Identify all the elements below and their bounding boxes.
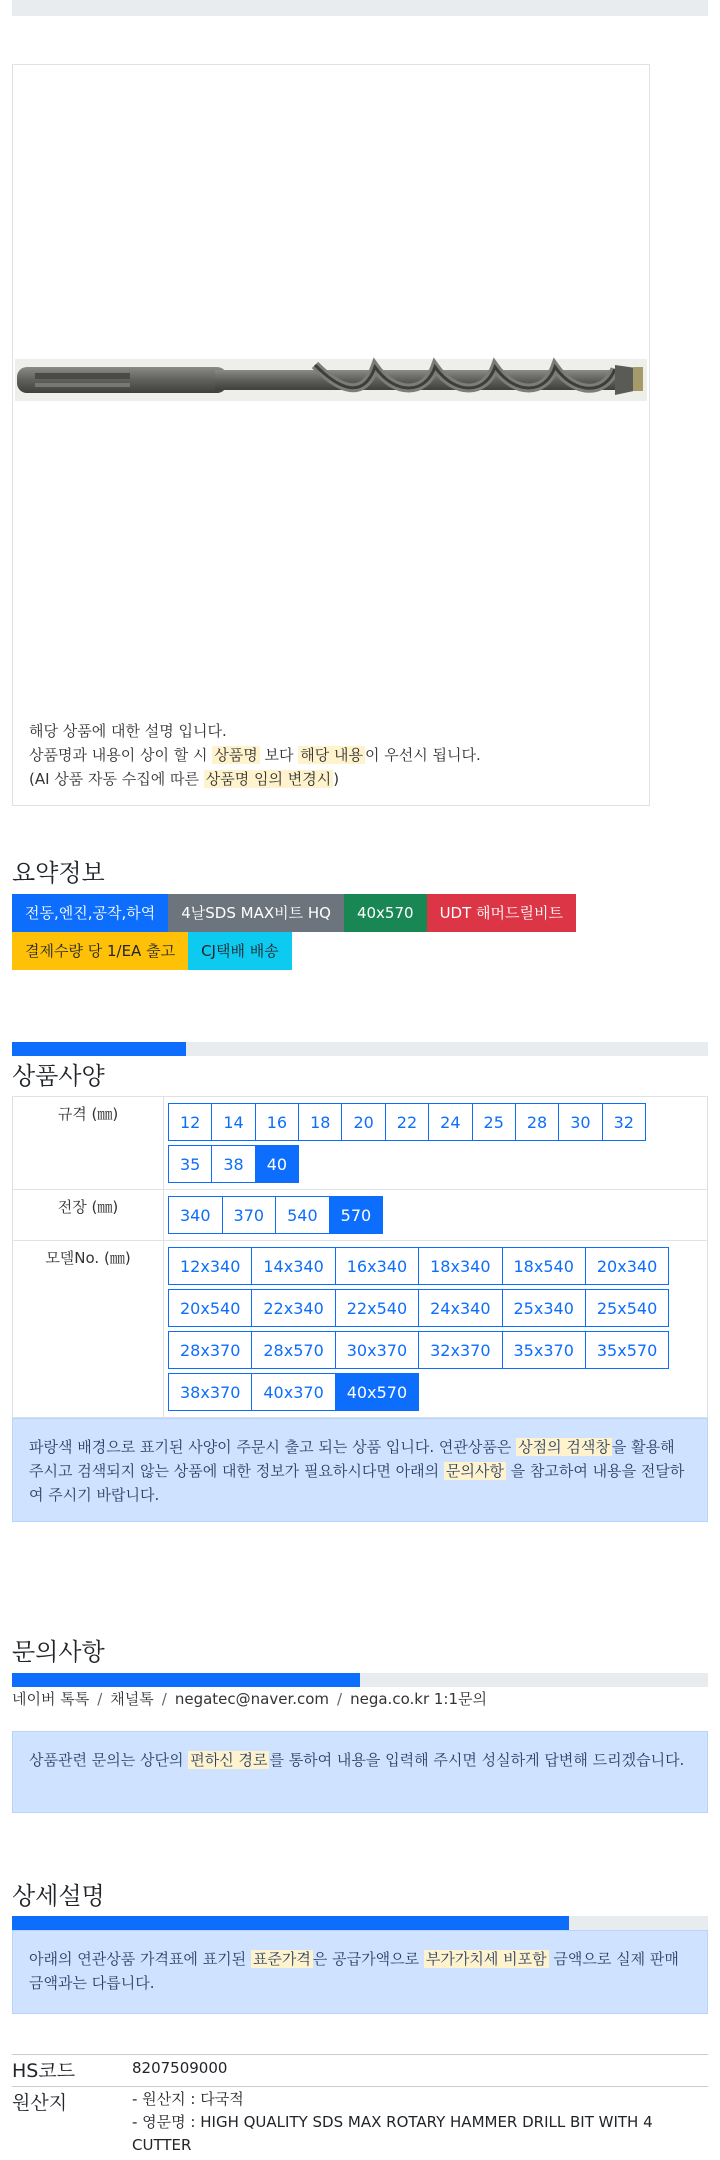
spec-progress-fill xyxy=(12,1042,186,1056)
product-image-box xyxy=(12,64,650,806)
spec-progress-bar xyxy=(12,1042,708,1056)
hs-code-value: 8207509000 xyxy=(132,2059,228,2077)
spec-label: 모델No. (㎜) xyxy=(13,1241,164,1418)
inquiry-title: 문의사항 xyxy=(12,1638,105,1666)
spec-option-button[interactable]: 28x370 xyxy=(168,1331,252,1369)
notice-text: 파랑색 배경으로 표기된 사양이 주문시 출고 되는 상품 입니다. 연관상품은 xyxy=(29,1438,517,1456)
spec-title: 상품사양 xyxy=(12,1062,105,1090)
notice-text: 를 통하여 내용을 입력해 주시면 성실하게 답변해 드리겠습니다. xyxy=(269,1751,685,1769)
desc-line xyxy=(29,767,481,791)
spec-option-button[interactable]: 35x570 xyxy=(585,1331,669,1369)
spec-option-button[interactable]: 25 xyxy=(472,1103,516,1141)
spec-option-button[interactable]: 370 xyxy=(222,1196,277,1234)
separator: / xyxy=(337,1690,343,1708)
product-description xyxy=(29,719,481,791)
spec-option-button[interactable]: 24x340 xyxy=(418,1289,502,1327)
spec-option-button[interactable]: 18x340 xyxy=(418,1247,502,1285)
spec-option-button[interactable]: 40 xyxy=(255,1145,299,1183)
spec-option-button[interactable]: 32x370 xyxy=(418,1331,502,1369)
notice-text: 을 활용해 주시고 검색되지 않는 상품에 대한 정보가 필요하시다면 아래의 xyxy=(29,1438,675,1480)
inquiry-notice xyxy=(12,1731,708,1813)
spec-option-button[interactable]: 14 xyxy=(211,1103,255,1141)
option-row xyxy=(168,1143,703,1185)
spec-label: 규격 (㎜) xyxy=(13,1097,164,1190)
highlight: 표준가격 xyxy=(252,1950,311,1968)
spec-option-button[interactable]: 16x340 xyxy=(335,1247,419,1285)
spec-option-button[interactable]: 340 xyxy=(168,1196,223,1234)
inquiry-progress-fill xyxy=(12,1673,360,1687)
link-one-to-one[interactable]: nega.co.kr 1:1문의 xyxy=(350,1690,487,1708)
spec-option-button[interactable]: 38 xyxy=(211,1145,255,1183)
inquiry-progress-bar xyxy=(12,1673,708,1687)
spec-row xyxy=(13,1241,708,1418)
spec-option-button[interactable]: 18 xyxy=(298,1103,342,1141)
spec-row xyxy=(13,1097,708,1190)
spec-option-button[interactable]: 25x540 xyxy=(585,1289,669,1327)
spec-option-button[interactable]: 14x340 xyxy=(251,1247,335,1285)
highlight: 편하신 경로 xyxy=(190,1751,268,1769)
detail-notice xyxy=(12,1930,708,2014)
top-progress-bar xyxy=(12,0,708,16)
spec-option-button[interactable]: 38x370 xyxy=(168,1373,252,1411)
spec-option-button[interactable]: 28x570 xyxy=(251,1331,335,1369)
notice-text: 금액으로 실제 판매금액과는 다릅니다. xyxy=(29,1950,679,1992)
spec-option-button[interactable]: 16 xyxy=(255,1103,299,1141)
desc-text: ) xyxy=(333,770,340,788)
spec-option-button[interactable]: 25x340 xyxy=(502,1289,586,1327)
summary-badge: UDT 해머드릴비트 xyxy=(427,894,576,932)
summary-badge: 40x570 xyxy=(344,894,427,932)
highlight: 부가가치세 비포함 xyxy=(425,1950,547,1968)
spec-option-button[interactable]: 22x540 xyxy=(335,1289,419,1327)
spec-option-button[interactable]: 18x540 xyxy=(502,1247,586,1285)
spec-option-button[interactable]: 540 xyxy=(275,1196,330,1234)
option-row xyxy=(168,1245,703,1287)
link-naver-talk[interactable]: 네이버 톡톡 xyxy=(12,1690,90,1708)
notice-text: 상품관련 문의는 상단의 xyxy=(29,1751,189,1769)
spec-option-button[interactable]: 12 xyxy=(168,1103,212,1141)
option-row xyxy=(168,1194,703,1236)
spec-option-button[interactable]: 35 xyxy=(168,1145,212,1183)
summary-badge: 결제수량 당 1/EA 출고 xyxy=(12,932,188,970)
option-row xyxy=(168,1101,703,1143)
summary-badge: 4날SDS MAX비트 HQ xyxy=(168,894,344,932)
inquiry-links xyxy=(12,1688,487,1709)
spec-table xyxy=(12,1096,708,1418)
desc-line: 해당 상품에 대한 설명 입니다. xyxy=(29,722,227,740)
highlight: 해당 내용 xyxy=(300,746,363,764)
summary-badge: CJ택배 배송 xyxy=(188,932,292,970)
detail-progress-bar xyxy=(12,1916,708,1930)
spec-option-button[interactable]: 30 xyxy=(558,1103,602,1141)
drill-bit-image xyxy=(15,355,647,405)
spec-option-button[interactable]: 40x570 xyxy=(335,1373,419,1411)
summary-badges-row1 xyxy=(12,894,576,932)
spec-option-button[interactable]: 30x370 xyxy=(335,1331,419,1369)
notice-text: 을 참고하여 내용을 전달하여 주시기 바랍니다. xyxy=(29,1462,685,1504)
notice-text: 은 공급가액으로 xyxy=(312,1950,424,1968)
notice-text: 아래의 연관상품 가격표에 표기된 xyxy=(29,1950,251,1968)
highlight: 상품명 임의 변경시 xyxy=(205,770,332,788)
summary-title: 요약정보 xyxy=(12,859,105,887)
desc-text: 상품명과 내용이 상이 할 시 xyxy=(29,746,213,764)
spec-option-button[interactable]: 24 xyxy=(428,1103,472,1141)
spec-option-button[interactable]: 22 xyxy=(385,1103,429,1141)
summary-badges-row2 xyxy=(12,932,292,970)
option-row xyxy=(168,1287,703,1329)
desc-text: (AI 상품 자동 수집에 따른 xyxy=(29,770,204,788)
spec-options xyxy=(164,1241,708,1418)
option-row xyxy=(168,1371,703,1413)
spec-option-button[interactable]: 20 xyxy=(341,1103,385,1141)
option-row xyxy=(168,1329,703,1371)
spec-option-button[interactable]: 40x370 xyxy=(251,1373,335,1411)
separator: / xyxy=(97,1690,103,1708)
link-channel-talk[interactable]: 채널톡 xyxy=(110,1690,154,1708)
spec-option-button[interactable]: 35x370 xyxy=(502,1331,586,1369)
desc-line xyxy=(29,743,481,767)
desc-text: 보다 xyxy=(259,746,299,764)
spec-option-button[interactable]: 32 xyxy=(602,1103,646,1141)
spec-option-button[interactable]: 22x340 xyxy=(251,1289,335,1327)
origin-value xyxy=(132,2088,702,2157)
highlight: 상품명 xyxy=(214,746,258,764)
origin-label: 원산지 xyxy=(12,2092,68,2114)
spec-label: 전장 (㎜) xyxy=(13,1190,164,1241)
spec-option-button[interactable]: 20x540 xyxy=(168,1289,252,1327)
spec-option-button[interactable]: 20x340 xyxy=(585,1247,669,1285)
link-email[interactable]: negatec@naver.com xyxy=(174,1690,330,1708)
origin-line: - 원산지 : 다국적 xyxy=(132,2090,244,2108)
origin-line: - 영문명 : HIGH QUALITY SDS MAX ROTARY HAMMER DRILL BIT WITH 4 CUTTER xyxy=(132,2113,653,2154)
spec-option-button[interactable]: 12x340 xyxy=(168,1247,252,1285)
spec-row xyxy=(13,1190,708,1241)
separator: / xyxy=(161,1690,167,1708)
spec-option-button[interactable]: 28 xyxy=(515,1103,559,1141)
hs-code-label: HS코드 xyxy=(12,2060,76,2082)
summary-badge: 전동,엔진,공작,하역 xyxy=(12,894,168,932)
highlight: 상점의 검색창 xyxy=(518,1438,610,1456)
spec-options xyxy=(164,1190,708,1241)
spec-options xyxy=(164,1097,708,1190)
divider xyxy=(12,2086,708,2087)
detail-progress-fill xyxy=(12,1916,569,1930)
divider xyxy=(12,2054,708,2055)
detail-title: 상세설명 xyxy=(12,1882,105,1910)
spec-notice xyxy=(12,1418,708,1522)
spec-option-button[interactable]: 570 xyxy=(329,1196,384,1234)
highlight: 문의사항 xyxy=(445,1462,504,1480)
desc-text: 이 우선시 됩니다. xyxy=(364,746,481,764)
